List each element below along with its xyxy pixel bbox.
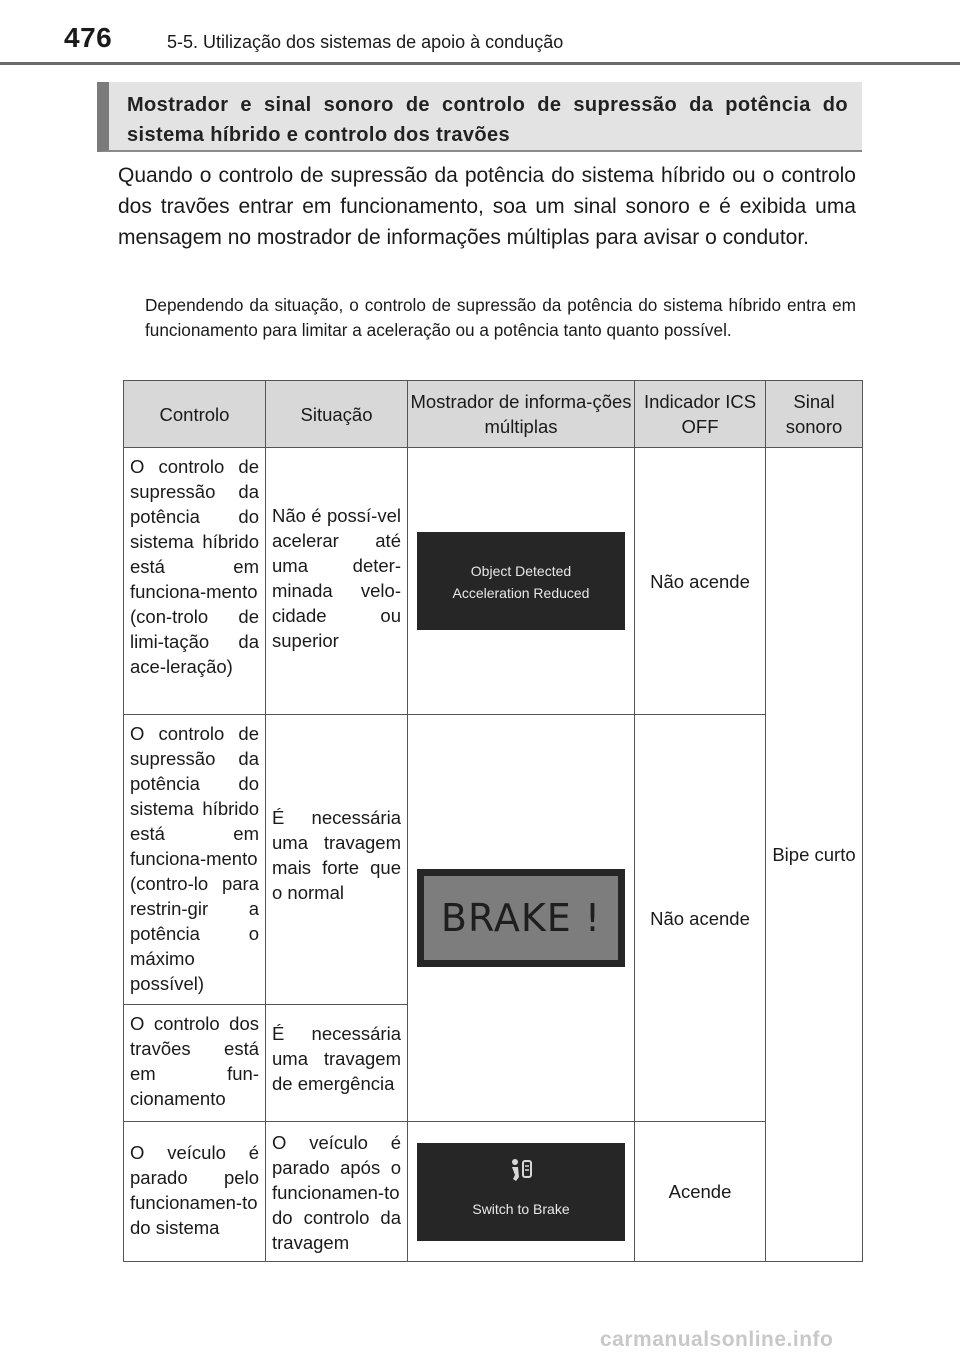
screen-line-2: Acceleration Reduced — [452, 585, 590, 601]
table-row — [124, 715, 863, 1005]
indicator-cell: Acende — [635, 1122, 766, 1262]
section-title: Mostrador e sinal sonoro de controlo de supressão da potência do sistema híbrido e controlo dos travões — [127, 94, 848, 146]
intro-paragraph: Quando o controlo de supressão da potência do sistema híbrido ou o controlo dos travões entrar em funcionamento, soa um sinal sonoro e é exibida uma mensagem no mostrador de informações múltiplas para avisar o condutor. — [118, 164, 856, 249]
switch-to-brake-screen — [417, 1143, 625, 1241]
header-sound: Sinal sonoro — [766, 381, 863, 448]
table-row — [124, 448, 863, 715]
page-number: 476 — [64, 22, 113, 53]
header-indicator: Indicador ICS OFF — [635, 381, 766, 448]
sound-cell: Bipe curto — [766, 448, 863, 1262]
situation-cell: É necessária uma travagem de emergência — [272, 1023, 401, 1094]
control-cell: O controlo dos travões está em fun-cionamento — [130, 1013, 259, 1109]
control-cell: O veículo é parado pelo funcionamen-to do sistema — [130, 1142, 259, 1238]
situation-cell: É necessária uma travagem mais forte que o normal — [272, 807, 401, 903]
indicator-cell: Não acende — [635, 448, 766, 715]
control-cell: O controlo de supressão da potência do sistema híbrido está em funciona-mento (contro-lo para restrin-gir a potência o máximo possível) — [130, 723, 259, 994]
chapter-title: 5-5. Utilização dos sistemas de apoio à condução — [167, 32, 564, 52]
header-display: Mostrador de informa-ções múltiplas — [408, 381, 635, 448]
brake-warning-screen — [417, 869, 625, 967]
watermark: carmanualsonline.info — [600, 1328, 834, 1351]
situation-cell: O veículo é parado após o funcionamen-to do controlo da travagem — [272, 1132, 401, 1253]
screen-line-1: Object Detected — [470, 563, 572, 579]
switch-to-brake-text: Switch to Brake — [472, 1200, 570, 1217]
note-paragraph: Dependendo da situação, o controlo de supressão da potência do sistema híbrido entra em funcionamento para limitar a aceleração ou a potência tanto quanto possível. — [145, 295, 856, 340]
hand-on-brake-pedal-icon — [507, 1157, 535, 1183]
indicator-cell: Não acende — [635, 715, 766, 1122]
header-divider — [0, 62, 960, 65]
brake-message: BRAKE ! — [424, 876, 618, 960]
table-header-row — [124, 381, 863, 448]
header-situation: Situação — [266, 381, 408, 448]
header-control: Controlo — [124, 381, 266, 448]
object-detected-screen — [417, 532, 625, 630]
control-table — [123, 380, 863, 1262]
situation-cell: Não é possí-vel acelerar até uma deter-minada velo-cidade ou superior — [272, 505, 401, 651]
table-row — [124, 1122, 863, 1262]
control-cell: O controlo de supressão da potência do sistema híbrido está em funciona-mento (con-trolo de limi-tação da ace-leração) — [130, 456, 259, 677]
section-heading-box — [97, 82, 862, 152]
